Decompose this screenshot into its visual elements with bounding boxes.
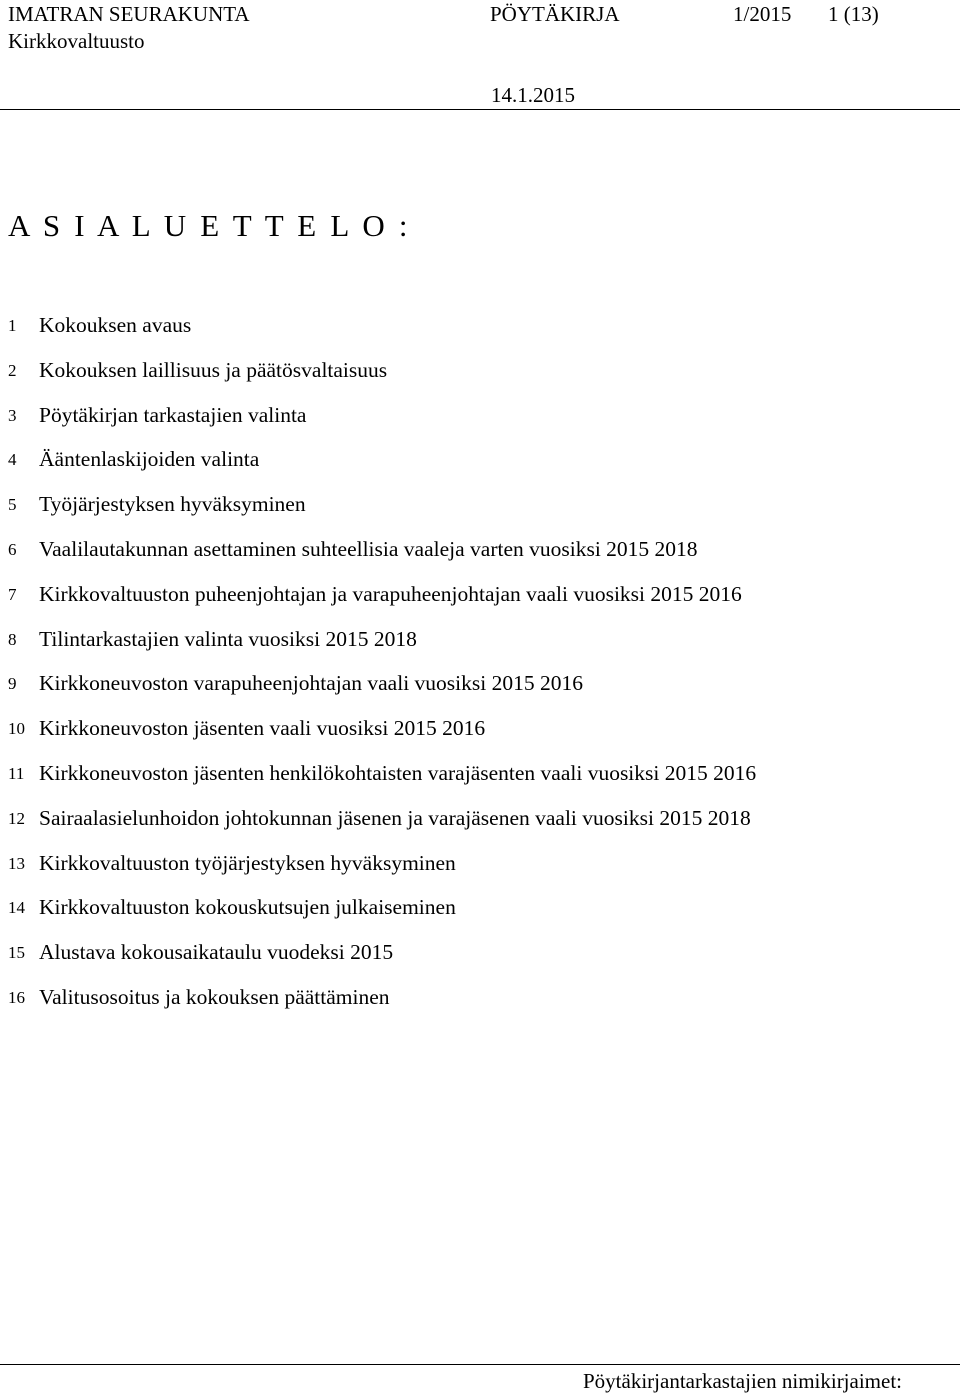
agenda-item-title: Pöytäkirjan tarkastajien valinta <box>39 402 307 427</box>
agenda-item-title: Työjärjestyksen hyväksyminen <box>39 492 306 517</box>
agenda-item <box>0 890 960 935</box>
meeting-date: 14.1.2015 <box>491 83 575 107</box>
organization-name: IMATRAN SEURAKUNTA <box>8 2 250 26</box>
agenda-item-number: 5 <box>8 495 17 515</box>
agenda-item <box>0 846 960 891</box>
agenda-item <box>0 532 960 577</box>
agenda-item-number: 4 <box>8 450 17 470</box>
page-header <box>0 0 960 112</box>
agenda-list <box>0 308 960 1025</box>
agenda-item <box>0 622 960 667</box>
agenda-item-title: Kirkkoneuvoston varapuheenjohtajan vaali vuosiksi 2015 2016 <box>39 671 583 696</box>
agenda-item-title: Kirkkovaltuuston työjärjestyksen hyväksyminen <box>39 850 456 875</box>
agenda-item-title: Tilintarkastajien valinta vuosiksi 2015 2018 <box>39 626 417 651</box>
agenda-item <box>0 801 960 846</box>
agenda-item-title: Kirkkovaltuuston kokouskutsujen julkaiseminen <box>39 895 456 920</box>
page-number: 1 (13) <box>828 2 879 26</box>
agenda-item <box>0 756 960 801</box>
footer-divider <box>0 1364 960 1365</box>
agenda-item-number: 8 <box>8 629 17 649</box>
document-type: PÖYTÄKIRJA <box>490 2 620 26</box>
agenda-item-number: 13 <box>8 853 25 873</box>
agenda-item-title: Sairaalasielunhoidon johtokunnan jäsenen ja varajäsenen vaali vuosiksi 2015 2018 <box>39 805 751 830</box>
agenda-item <box>0 711 960 756</box>
agenda-item-number: 9 <box>8 674 17 694</box>
agenda-item <box>0 487 960 532</box>
agenda-item-number: 12 <box>8 808 25 828</box>
agenda-item-number: 6 <box>8 539 17 559</box>
agenda-item-number: 1 <box>8 316 17 335</box>
agenda-item-title: Valitusosoitus ja kokouksen päättäminen <box>39 984 390 1009</box>
agenda-item-number: 7 <box>8 584 17 604</box>
agenda-item-number: 3 <box>8 405 17 425</box>
agenda-item-number: 14 <box>8 898 25 918</box>
agenda-item-number: 2 <box>8 360 17 380</box>
agenda-item-title: Kokouksen laillisuus ja päätösvaltaisuus <box>39 357 388 382</box>
agenda-item <box>0 980 960 1025</box>
agenda-item-number: 10 <box>8 719 25 739</box>
agenda-item-title: Alustava kokousaikataulu vuodeksi 2015 <box>39 940 394 965</box>
header-divider <box>0 109 960 110</box>
agenda-item-title: Kirkkoneuvoston jäsenten vaali vuosiksi 2015 2016 <box>39 716 486 741</box>
document-number: 1/2015 <box>733 2 792 26</box>
agenda-item-title: Kirkkoneuvoston jäsenten henkilökohtaisten varajäsenten vaali vuosiksi 2015 2016 <box>39 760 757 785</box>
agenda-item-title: Vaalilautakunnan asettaminen suhteellisia vaaleja varten vuosiksi 2015 2018 <box>39 536 698 561</box>
agenda-item-title: Kokouksen avaus <box>39 313 192 337</box>
agenda-item-number: 16 <box>8 987 25 1007</box>
agenda-heading: A S I A L U E T T E L O : <box>8 208 411 243</box>
agenda-item <box>0 935 960 980</box>
governing-body: Kirkkovaltuusto <box>8 29 145 53</box>
agenda-item <box>0 442 960 487</box>
agenda-item-title: Kirkkovaltuuston puheenjohtajan ja varapuheenjohtajan vaali vuosiksi 2015 2016 <box>39 581 742 606</box>
signature-initials-label: Pöytäkirjantarkastajien nimikirjaimet: <box>583 1369 902 1393</box>
agenda-item-number: 15 <box>8 943 25 963</box>
agenda-item <box>0 308 960 353</box>
agenda-item-title: Ääntenlaskijoiden valinta <box>39 447 260 472</box>
agenda-item-number: 11 <box>8 763 25 783</box>
agenda-item <box>0 398 960 443</box>
agenda-item <box>0 577 960 622</box>
agenda-item <box>0 666 960 711</box>
agenda-item <box>0 353 960 398</box>
